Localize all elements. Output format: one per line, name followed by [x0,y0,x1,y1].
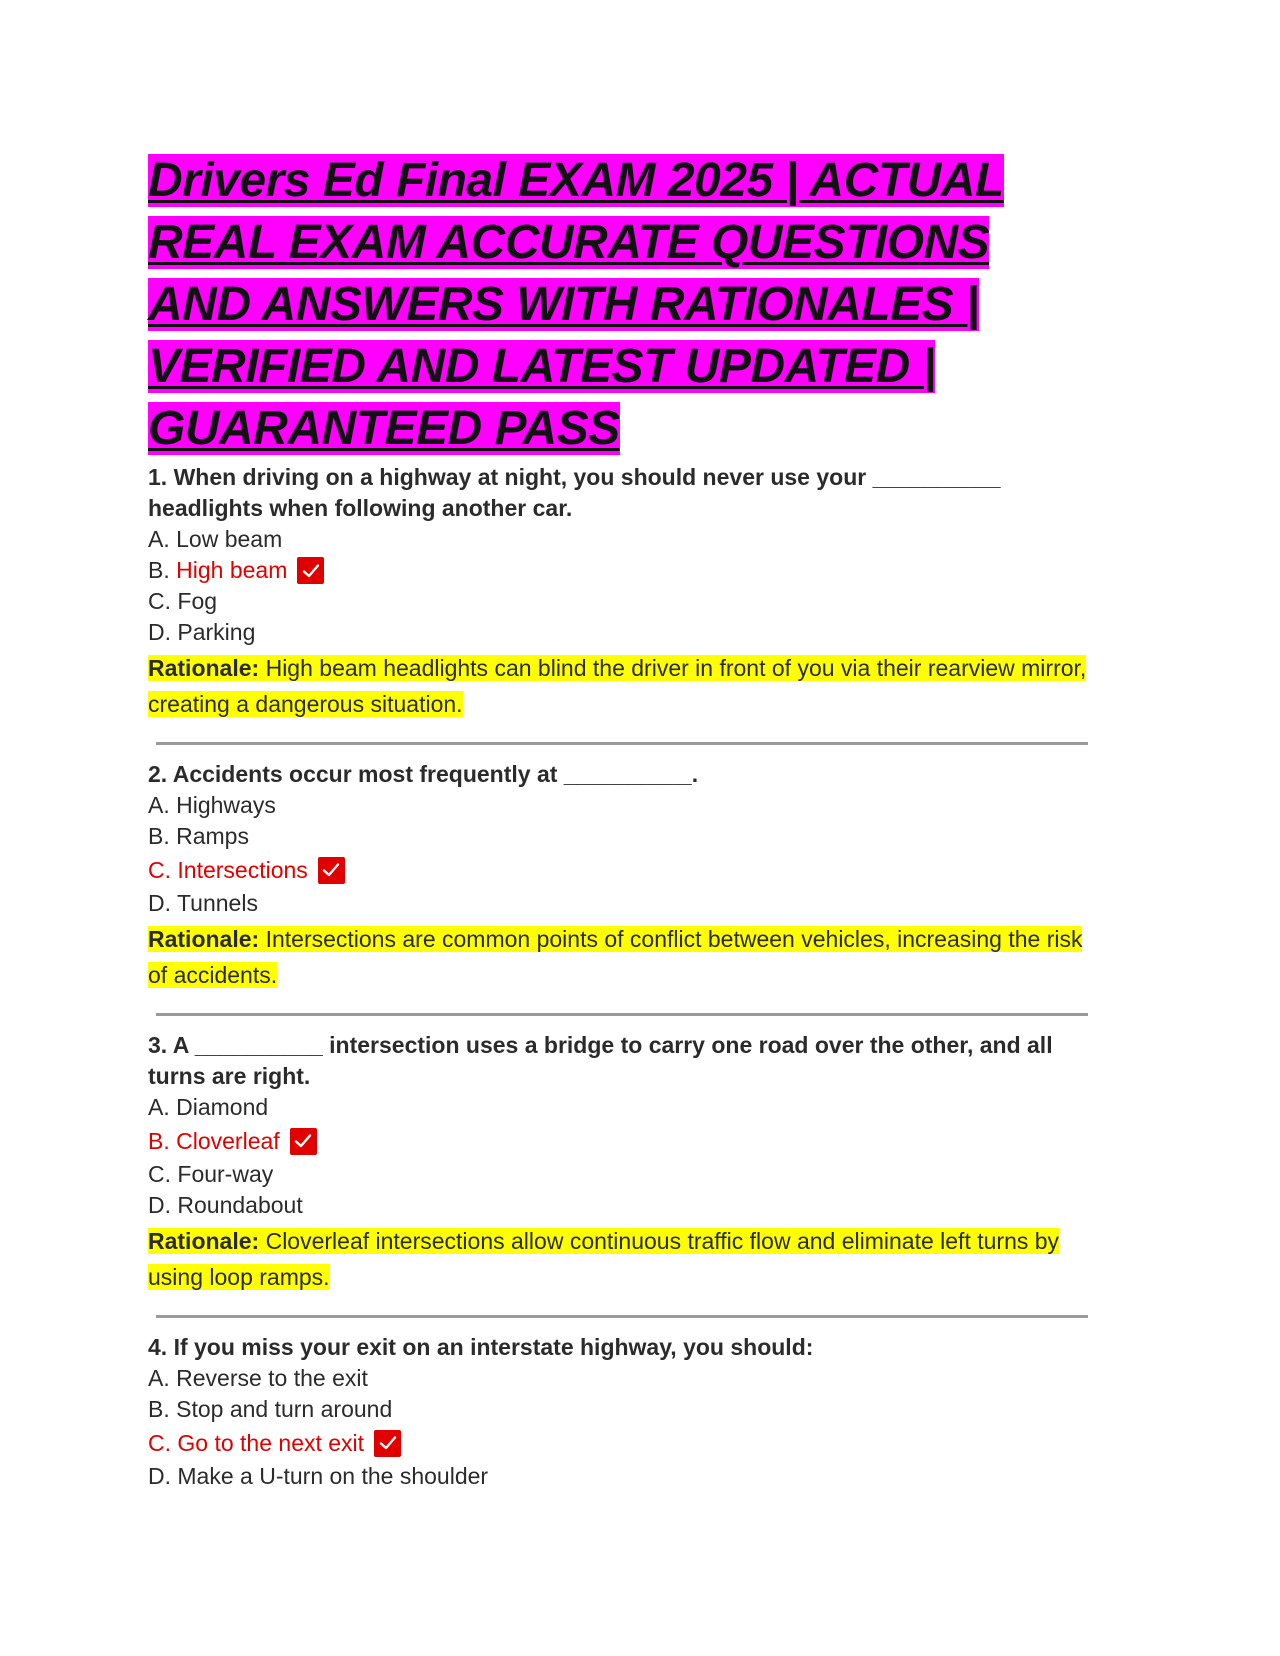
question-1 [148,462,1088,722]
rationale [148,650,1088,722]
option-a: A. Low beam [148,526,283,552]
correct-answer-text: High beam [176,557,288,583]
divider [156,742,1088,745]
question-text: 3. A __________ intersection uses a bridge to carry one road over the other, and all turns are right. [148,1032,1053,1089]
question-4 [148,1332,1088,1492]
title-line: VERIFIED AND LATEST UPDATED | [148,340,936,393]
option-c: C. Four-way [148,1161,274,1187]
check-icon [297,557,324,584]
question-text: 1. When driving on a highway at night, you should never use your __________ headlights when following another car. [148,464,1001,521]
rationale-text: Intersections are common points of conflict between vehicles, increasing the risk of accidents. [148,926,1083,988]
question-text: 4. If you miss your exit on an interstate highway, you should: [148,1334,814,1360]
question-text: 2. Accidents occur most frequently at __________. [148,761,699,787]
rationale-label: Rationale: [148,926,260,952]
rationale [148,921,1088,993]
option-b-correct [148,1124,1088,1158]
option-d: D. Make a U-turn on the shoulder [148,1463,489,1489]
option-b: B. Ramps [148,823,249,849]
option-b [148,555,1088,586]
check-icon [318,857,345,884]
document-page [148,150,1088,1492]
option-c-correct [148,853,1088,887]
option-prefix: B. [148,557,170,583]
correct-answer-text: B. Cloverleaf [148,1128,280,1154]
option-a: A. Reverse to the exit [148,1365,368,1391]
title-line: REAL EXAM ACCURATE QUESTIONS [148,216,990,269]
correct-answer-text: C. Intersections [148,857,308,883]
option-d: D. Roundabout [148,1192,303,1218]
divider [156,1013,1088,1016]
rationale [148,1223,1088,1295]
document-title [148,150,1088,460]
rationale-text: High beam headlights can blind the driver in front of you via their rearview mirror, creating a dangerous situation. [148,655,1087,717]
rationale-label: Rationale: [148,1228,260,1254]
correct-answer-text: C. Go to the next exit [148,1430,365,1456]
title-line: Drivers Ed Final EXAM 2025 | ACTUAL [148,154,1004,207]
option-c: C. Fog [148,588,218,614]
title-line: AND ANSWERS WITH RATIONALES | [148,278,979,331]
title-line: GUARANTEED PASS [148,402,620,455]
check-icon [374,1430,401,1457]
option-c-correct [148,1426,1088,1460]
question-2 [148,759,1088,993]
option-b: B. Stop and turn around [148,1396,393,1422]
check-icon [290,1128,317,1155]
rationale-label: Rationale: [148,655,260,681]
option-a: A. Diamond [148,1094,269,1120]
rationale-text: Cloverleaf intersections allow continuous traffic flow and eliminate left turns by using loop ramps. [148,1228,1060,1290]
option-d: D. Parking [148,619,256,645]
question-3 [148,1030,1088,1295]
divider [156,1315,1088,1318]
option-a: A. Highways [148,792,276,818]
option-d: D. Tunnels [148,890,258,916]
